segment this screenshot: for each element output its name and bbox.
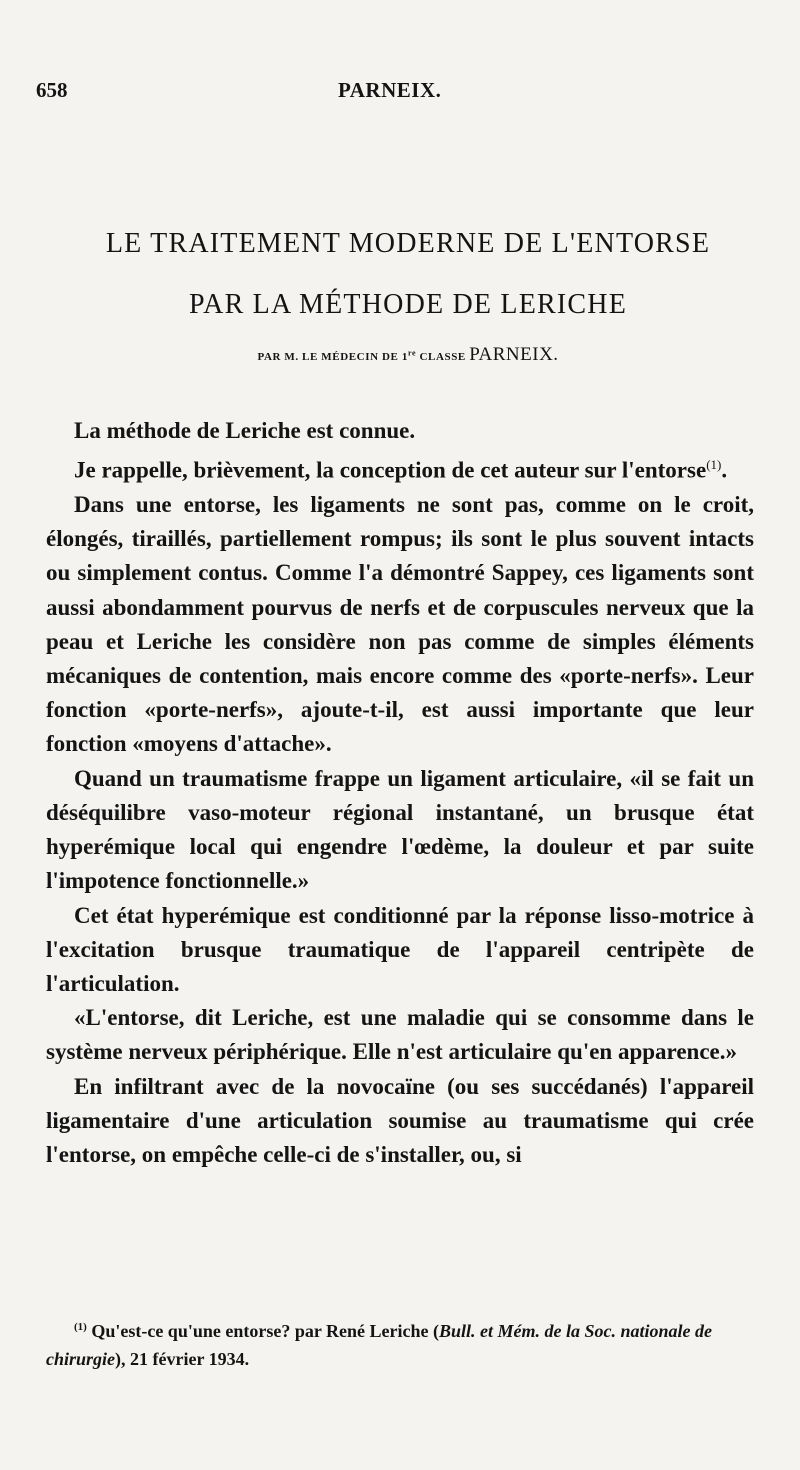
byline-prefix: PAR M. LE MÉDECIN DE 1re CLASSE <box>257 348 470 363</box>
byline <box>36 344 780 366</box>
article-title-line-2: PAR LA MÉTHODE DE LERICHE <box>188 289 628 320</box>
author-name: PARNEIX. <box>469 344 559 365</box>
paragraph-7: En infiltrant avec de la novocaïne (ou ses succédanés) l'appareil ligamentaire d'une articulation soumise au traumatisme qui crée l'entorse, on empêche celle-ci de s'installer, ou, si <box>46 1073 754 1167</box>
paragraph-6: «L'entorse, dit Leriche, est une maladie qui se consomme dans le système nerveux périphérique. Elle n'est articulaire qu'en apparence.» <box>46 1005 754 1065</box>
paragraph-1: La méthode de Leriche est connue. <box>74 418 416 443</box>
page-number: 658 <box>36 78 68 102</box>
footnote: $^{(1)}$ Qu'est-ce qu'une entorse? par René Leriche (Bull. et Mém. de la Soc. nationale de chirurgie), 21 février 1934. <box>46 1321 712 1369</box>
article-body <box>46 414 754 1172</box>
footnote-marker: (1) <box>74 1321 87 1333</box>
footnote-reference: (1) <box>706 457 722 473</box>
article-title-line-1: LE TRAITEMENT MODERNE DE L'ENTORSE <box>105 228 711 259</box>
running-head: PARNEIX. <box>338 78 442 102</box>
paragraph-5: Cet état hyperémique est conditionné par la réponse lisso-motrice à l'excitation brusque traumatique de l'appareil centripète de l'articulation. <box>46 902 754 996</box>
paragraph-4: Quand un traumatisme frappe un ligament articulaire, «il se fait un déséquilibre vaso-moteur régional instantané, un brusque état hyperémique local qui engendre l'œdème, la douleur et par suite l'impotence fonctionnelle.» <box>46 765 754 894</box>
footnote-journal: Bull. et Mém. de la Soc. nationale de chirurgie <box>46 1321 712 1369</box>
byline-superscript: re <box>407 348 417 358</box>
running-header <box>36 78 756 110</box>
paragraph-2: Je rappelle, brièvement, la conception de cet auteur sur l'entorse$^{(1)}$. <box>74 457 728 483</box>
paragraph-3: Dans une entorse, les ligaments ne sont pas, comme on le croit, élongés, tiraillés, partiellement rompus; ils sont le plus souvent intacts ou simplement contus. Comme l'a démontré Sappey, ces ligaments sont aussi abondamment pourvus de nerfs et de corpuscules nerveux que la peau et Leriche les considère non pas comme de simples éléments mécaniques de contention, mais encore comme des «porte-nerfs». Leur fonction «porte-nerfs», ajoute-t-il, est aussi importante que leur fonction «moyens d'attache». <box>46 492 754 757</box>
